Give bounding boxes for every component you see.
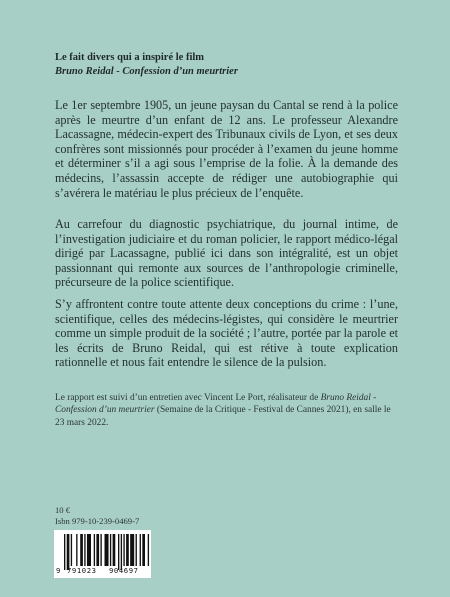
barcode-bar: [113, 534, 116, 566]
barcode: [54, 530, 151, 578]
header-tagline: Le fait divers qui a inspiré le film: [55, 52, 205, 63]
barcode-bar: [126, 534, 129, 566]
barcode-bar: [121, 534, 122, 570]
barcode-lead-digit: 9: [56, 566, 61, 575]
barcode-bar: [118, 534, 119, 570]
barcode-bar: [123, 534, 124, 566]
note-film-title: Bruno Reidal - Confession d’un meurtrier: [55, 393, 377, 416]
barcode-bar: [87, 534, 91, 566]
barcode-bar: [80, 534, 83, 566]
header: [55, 51, 415, 79]
barcode-bar: [71, 534, 72, 566]
barcode-bar: [105, 534, 109, 566]
barcode-bar: [94, 534, 95, 566]
isbn: Isbn 979-10-239-0469-7: [55, 516, 140, 526]
note-text-end: (Semaine de la Critique - Festival de Cannes 2021), en salle le 23 mars 2022.: [55, 405, 391, 428]
note-text-start: Le rapport est suivi d’un entretien avec Vincent Le Port, réalisateur de: [55, 393, 321, 403]
barcode-bar: [130, 534, 134, 566]
barcode-bar: [84, 534, 85, 566]
barcode-bar: [100, 534, 101, 566]
barcode-bar: [136, 534, 137, 566]
paragraph-conceptions: S’y affrontent contre toute attente deux conceptions du crime : l’une, scientifique, celles des médecins-légistes, qui considère le meurtrier comme un simple produit de la société ; l’autre, portée par la parole et les écrits de Bruno Reidal, qui est rétive à toute explication rationnelle et nous fait entendre le silence de la pulsion.: [55, 297, 398, 370]
barcode-bar: [140, 534, 141, 566]
barcode-group-2: 904697: [109, 566, 139, 575]
interview-note: [55, 392, 398, 429]
barcode-bar: [64, 534, 65, 570]
header-film-title: Bruno Reidal - Confession d’un meurtrier: [55, 66, 238, 77]
paragraph-context: Au carrefour du diagnostic psychiatrique, du journal intime, de l’investigation judiciaire et du roman policier, le rapport médico-légal dirigé par Lacassagne, publié ici dans son intégralité, est un objet passionnant qui remonte aux sources de l’anthropologie criminelle, précurseure de la police scientifique.: [55, 217, 398, 290]
barcode-bar: [148, 534, 149, 566]
barcode-group-1: 791023: [67, 566, 97, 575]
paragraph-intro: Le 1er septembre 1905, un jeune paysan du Cantal se rend à la police après le meurtre d’un enfant de 12 ans. Le professeur Alexandre Lacassagne, médecin-expert des Tribunaux civils de Lyon, et ses deux confrères sont missionnés pour procéder à l’examen du jeune homme et déterminer s’il a agi sous l’emprise de la folie. À la demande des médecins, l’assassin accepte de rédiger une autobiographie qui s’avérera le matériau le plus précieux de l’enquête.: [55, 98, 398, 200]
barcode-bar: [96, 534, 99, 566]
barcode-bar: [110, 534, 111, 566]
barcode-bar: [76, 534, 77, 566]
barcode-bar: [67, 534, 70, 570]
price: 10 €: [55, 505, 71, 515]
barcode-bar: [142, 534, 145, 566]
